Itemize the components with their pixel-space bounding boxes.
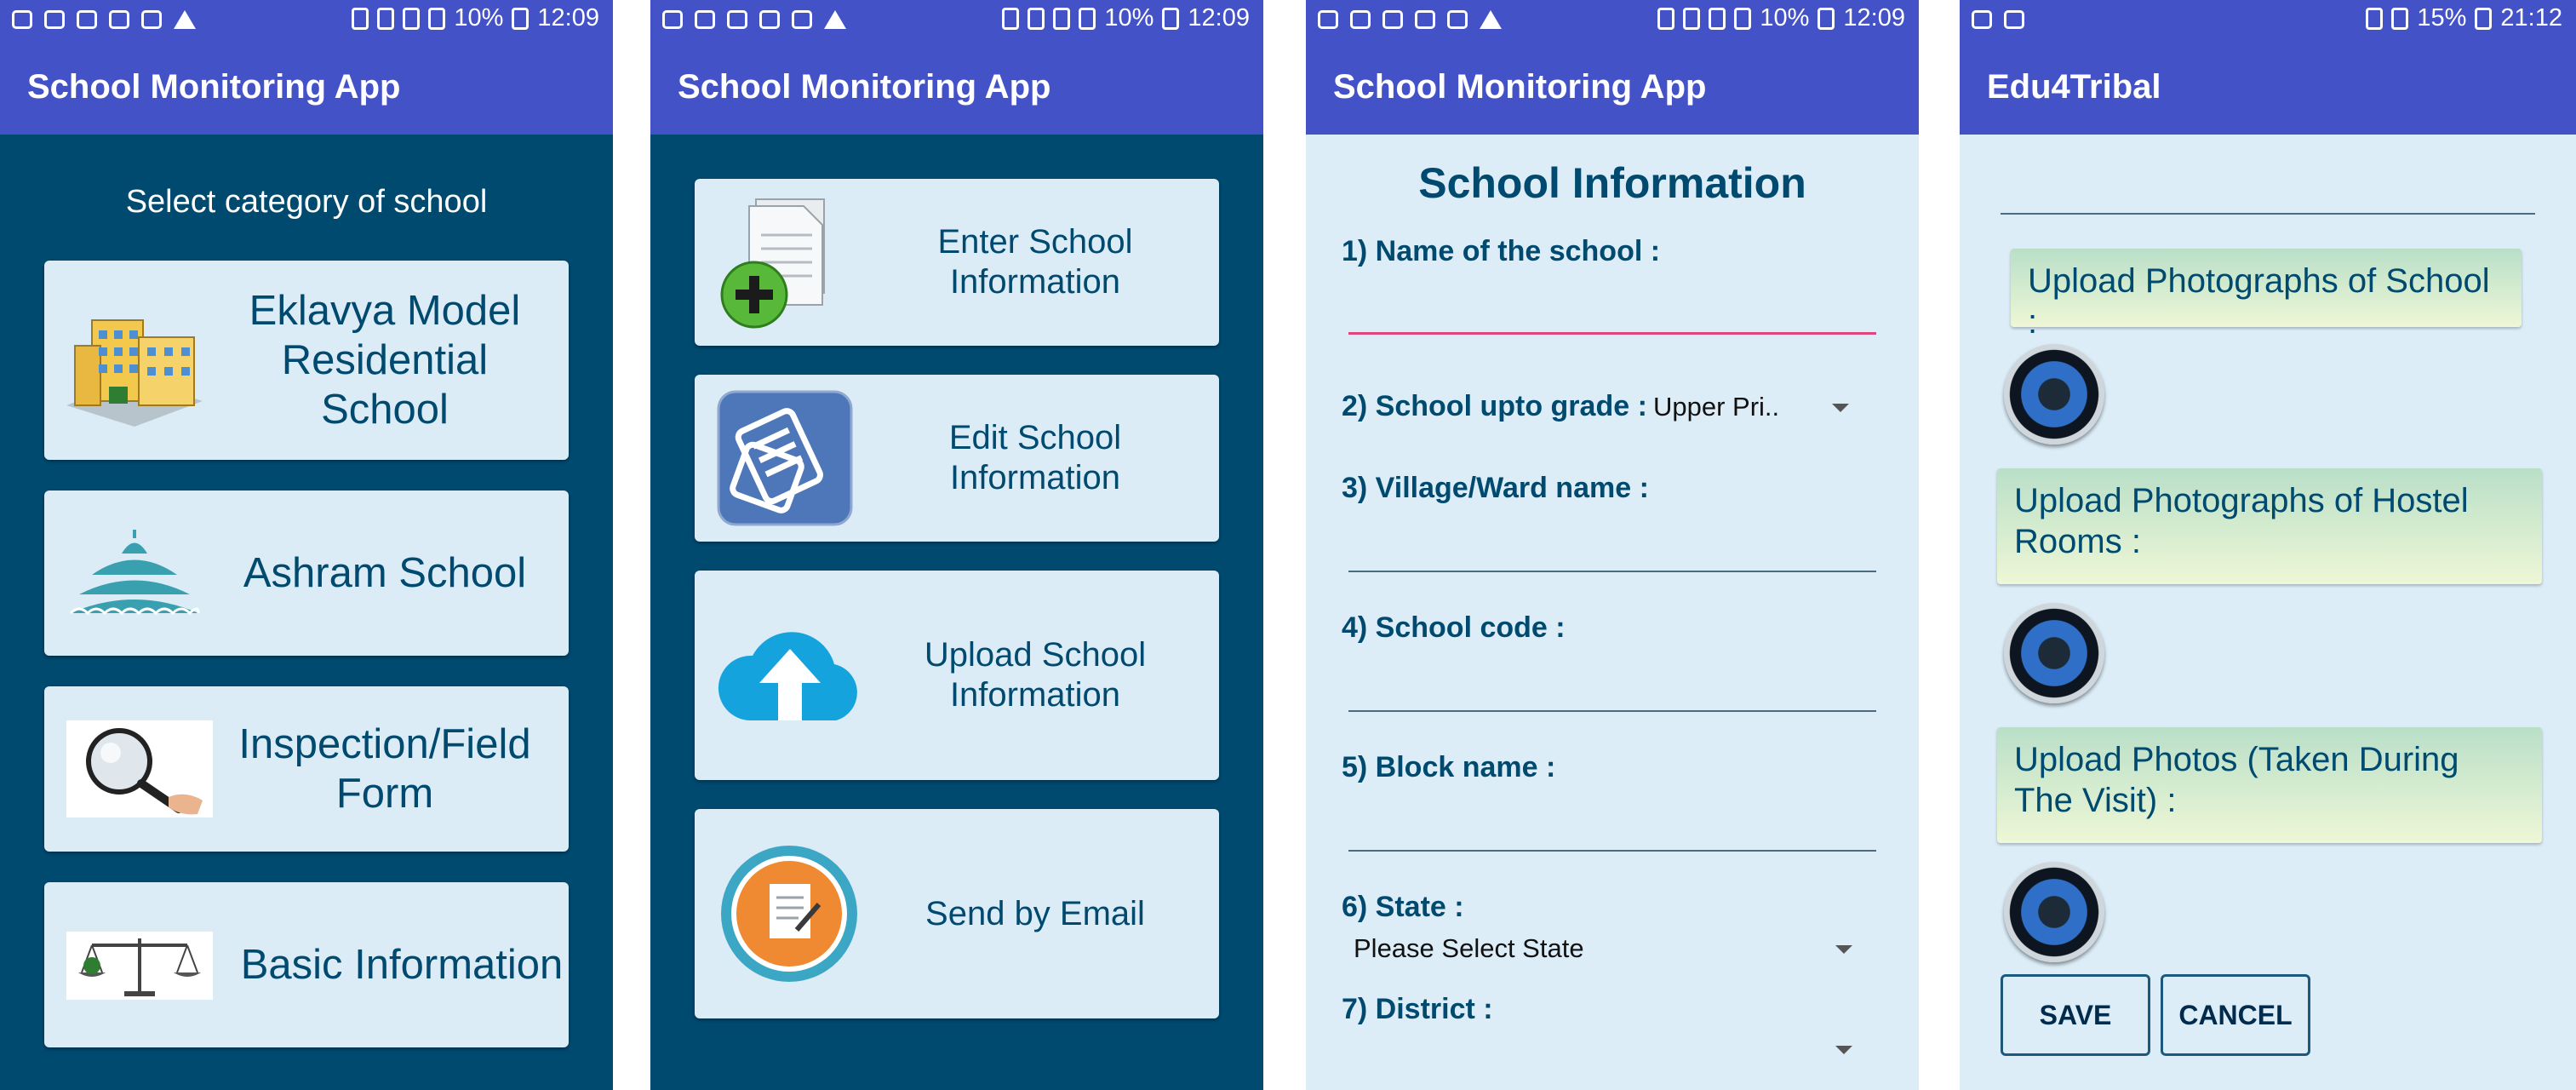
category-list (0, 135, 613, 1090)
edit-school-info-button[interactable] (695, 375, 1219, 542)
chevron-down-icon (1835, 1046, 1852, 1054)
edit-document-icon (717, 390, 853, 526)
alarm-icon (1683, 8, 1700, 30)
notification-icons (662, 5, 846, 34)
app-title: School Monitoring App (0, 39, 613, 135)
battery-icon (512, 8, 529, 30)
school-name-input[interactable] (1348, 332, 1876, 335)
camera-icon[interactable] (2004, 862, 2104, 962)
battery-level: 15% (2417, 4, 2467, 32)
school-building-icon (58, 295, 209, 431)
app-title: School Monitoring App (1306, 39, 1919, 135)
notification-icons (1318, 5, 1502, 34)
category-prompt: Select category of school (125, 184, 488, 220)
cancel-button[interactable] (2161, 974, 2310, 1056)
category-label: Ashram School (243, 550, 527, 596)
notification-icon (44, 10, 65, 29)
notification-icon (1350, 10, 1371, 29)
menu-list (650, 135, 1263, 1090)
clock: 12:09 (1843, 4, 1905, 32)
field-label-grade: 2) School upto grade : (1342, 390, 1647, 422)
system-status (1657, 4, 1905, 32)
system-status (2366, 4, 2562, 32)
text-input[interactable] (2001, 213, 2535, 215)
chevron-down-icon (1835, 945, 1852, 954)
add-document-icon (718, 192, 846, 337)
category-label: Inspection/Field Form (238, 721, 531, 817)
screen-upload-photos (1960, 0, 2576, 1090)
warning-icon (174, 10, 196, 29)
cancel-button-label: CANCEL (2178, 999, 2293, 1030)
field-label-district: 7) District : (1342, 993, 1493, 1025)
save-button-label: SAVE (2039, 999, 2112, 1030)
ashram-icon (66, 528, 203, 622)
battery-icon (1162, 8, 1179, 30)
screen-select-category (0, 0, 613, 1090)
battery-icon (1818, 8, 1835, 30)
notification-icon (1382, 10, 1403, 29)
mail-icon (1415, 10, 1435, 29)
message-icon (1972, 10, 1992, 29)
battery-icon (2475, 8, 2492, 30)
menu-item-label: Edit School Information (948, 419, 1122, 496)
wifi-icon (1709, 8, 1726, 30)
battery-level: 10% (1760, 4, 1810, 32)
notification-icon (77, 10, 97, 29)
menu-item-label: Send by Email (925, 894, 1145, 932)
upload-form (1960, 135, 2576, 1090)
magnifier-icon (66, 720, 213, 818)
status-bar (1306, 0, 1919, 39)
scale-icon (66, 932, 213, 1000)
state-select-value: Please Select State (1354, 933, 1584, 963)
signal-icon (1079, 8, 1096, 30)
chevron-down-icon (1832, 404, 1849, 412)
notification-icon (1447, 10, 1468, 29)
wifi-icon (403, 8, 420, 30)
camera-icon[interactable] (2004, 344, 2104, 445)
save-button[interactable] (2001, 974, 2150, 1056)
app-title: School Monitoring App (650, 39, 1263, 135)
location-icon (1657, 8, 1674, 30)
signal-icon (2391, 8, 2408, 30)
alarm-icon (377, 8, 394, 30)
system-status (1002, 4, 1250, 32)
screen-main-menu (650, 0, 1263, 1090)
status-bar (1960, 0, 2576, 39)
school-code-input[interactable] (1348, 710, 1876, 712)
message-icon (1318, 10, 1338, 29)
form-title: School Information (1418, 159, 1806, 207)
alarm-icon (2366, 8, 2383, 30)
field-label-school-code: 4) School code : (1342, 611, 1566, 644)
warning-icon (824, 10, 846, 29)
state-select[interactable] (1354, 933, 1864, 967)
village-input[interactable] (1348, 571, 1876, 572)
category-card-ashram[interactable] (44, 490, 569, 656)
app-title: Edu4Tribal (1960, 39, 2576, 135)
notification-icons (1972, 5, 2024, 34)
clock: 21:12 (2500, 4, 2562, 32)
upload-hostel-photos-label: Upload Photographs of Hostel Rooms : (1997, 468, 2542, 584)
field-label-block: 5) Block name : (1342, 751, 1556, 783)
category-label: Eklavya Model Residential School (249, 288, 521, 433)
signal-icon (428, 8, 445, 30)
wifi-icon (1053, 8, 1070, 30)
clock: 12:09 (537, 4, 599, 32)
location-icon (1002, 8, 1019, 30)
notification-icon (141, 10, 162, 29)
location-icon (352, 8, 369, 30)
signal-icon (1734, 8, 1751, 30)
message-icon (662, 10, 683, 29)
status-bar (650, 0, 1263, 39)
category-card-basic-info[interactable] (44, 882, 569, 1047)
camera-icon[interactable] (2004, 603, 2104, 703)
system-status (352, 4, 599, 32)
notification-icon (727, 10, 747, 29)
upload-school-photos-label: Upload Photographs of School : (2011, 249, 2522, 327)
cloud-upload-icon (715, 622, 865, 727)
notification-icon (695, 10, 715, 29)
enter-school-info-button[interactable] (695, 179, 1219, 346)
notification-icons (12, 5, 196, 34)
mail-icon (2004, 10, 2024, 29)
battery-level: 10% (454, 4, 504, 32)
category-card-eklavya[interactable] (44, 261, 569, 460)
menu-item-label: Enter School Information (937, 223, 1133, 301)
grade-select-value: Upper Pri.. (1653, 392, 1780, 422)
status-bar (0, 0, 613, 39)
block-name-input[interactable] (1348, 850, 1876, 852)
upload-school-info-button[interactable] (695, 571, 1219, 780)
school-form (1306, 135, 1919, 1090)
send-by-email-button[interactable] (695, 809, 1219, 1018)
notification-icon (792, 10, 812, 29)
field-label-school-name: 1) Name of the school : (1342, 235, 1661, 267)
message-icon (12, 10, 32, 29)
menu-item-label: Upload School Information (924, 636, 1147, 714)
battery-level: 10% (1104, 4, 1154, 32)
warning-icon (1480, 10, 1502, 29)
screen-school-information-form (1306, 0, 1919, 1090)
mail-icon (759, 10, 780, 29)
email-document-icon (717, 841, 862, 986)
field-label-state: 6) State : (1342, 891, 1464, 923)
category-label: Basic Information (240, 942, 564, 988)
field-label-village: 3) Village/Ward name : (1342, 472, 1649, 504)
upload-visit-photos-label: Upload Photos (Taken During The Visit) : (1997, 727, 2542, 843)
clock: 12:09 (1188, 4, 1250, 32)
district-select[interactable] (1354, 1041, 1864, 1075)
alarm-icon (1028, 8, 1045, 30)
category-card-inspection[interactable] (44, 686, 569, 852)
mail-icon (109, 10, 129, 29)
